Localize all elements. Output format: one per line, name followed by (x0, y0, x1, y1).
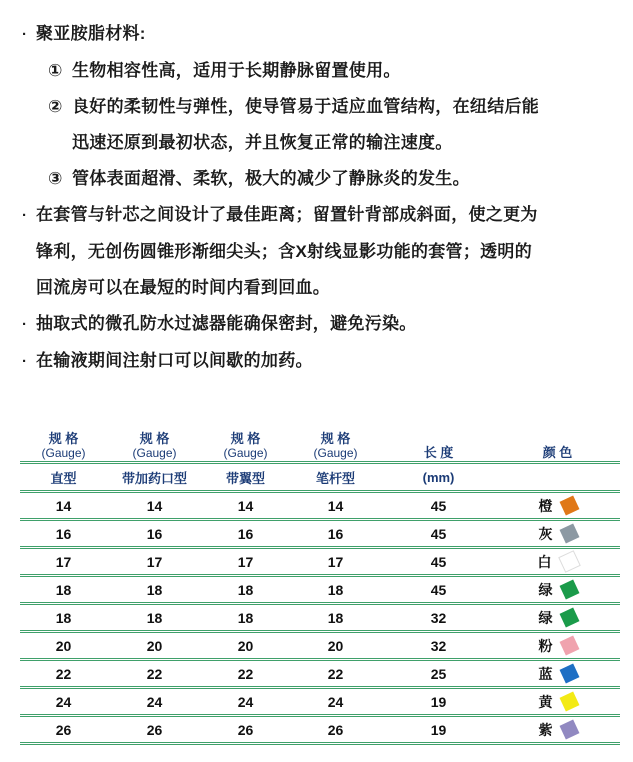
cell-pen: 26 (289, 716, 382, 744)
color-name: 白 (537, 553, 552, 570)
cell-pen: 20 (289, 632, 382, 660)
bullet-marker: · (22, 316, 28, 333)
cell-pen: 18 (289, 576, 382, 604)
numbered-line-2 (48, 89, 615, 125)
cell-length: 32 (382, 604, 495, 632)
cell-winged: 14 (202, 492, 289, 520)
color-name: 紫 (538, 721, 553, 738)
cell-length: 45 (382, 576, 495, 604)
header-gauge-sub: (Gauge) (41, 446, 86, 460)
header-gauge-sub: (Gauge) (223, 446, 268, 460)
cell-winged: 24 (202, 688, 289, 716)
cell-winged: 22 (202, 660, 289, 688)
header-type-with-port: 带加药口型 (107, 463, 202, 492)
cell-with-port: 18 (107, 604, 202, 632)
header-color-empty (495, 463, 620, 492)
cell-with-port: 18 (107, 576, 202, 604)
bullet-line-filter (22, 306, 615, 343)
numbered-line-1 (48, 53, 615, 89)
color-name: 绿 (538, 581, 553, 598)
line-text: 生物相容性高，适用于长期静脉留置使用。 (72, 61, 401, 80)
cell-length: 45 (382, 548, 495, 576)
cell-straight: 20 (20, 632, 107, 660)
header-type-straight: 直型 (20, 463, 107, 492)
cell-length: 19 (382, 716, 495, 744)
cell-length: 32 (382, 632, 495, 660)
spec-table-container (20, 426, 633, 745)
intro-text-block (0, 0, 633, 380)
table-header-row-1 (20, 426, 620, 463)
color-name: 橙 (538, 497, 553, 514)
color-swatch (559, 692, 579, 712)
cell-straight: 14 (20, 492, 107, 520)
table-row (20, 548, 620, 576)
table-row (20, 604, 620, 632)
color-swatch (559, 580, 579, 600)
bullet-line-design-continuation-1 (36, 234, 615, 270)
cell-color (495, 716, 620, 744)
cell-color (495, 520, 620, 548)
numbered-line-3 (48, 161, 615, 197)
table-row (20, 716, 620, 744)
header-gauge-winged (202, 426, 289, 463)
bullet-line-design (22, 197, 615, 234)
cell-with-port: 26 (107, 716, 202, 744)
cell-straight: 18 (20, 604, 107, 632)
color-swatch (559, 496, 579, 516)
cell-with-port: 17 (107, 548, 202, 576)
bullet-marker: · (22, 26, 28, 43)
cell-length: 45 (382, 492, 495, 520)
cell-pen: 17 (289, 548, 382, 576)
line-text: 聚亚胺脂材料: (36, 24, 146, 43)
spec-table (20, 426, 620, 745)
cell-winged: 17 (202, 548, 289, 576)
cell-with-port: 20 (107, 632, 202, 660)
circled-1-marker: ① (48, 61, 63, 80)
cell-straight: 17 (20, 548, 107, 576)
header-type-pen: 笔杆型 (289, 463, 382, 492)
bullet-line-material (22, 16, 615, 53)
cell-color (495, 604, 620, 632)
cell-straight: 24 (20, 688, 107, 716)
line-text: 迅速还原到最初状态，并且恢复正常的输注速度。 (72, 133, 453, 152)
color-swatch (559, 636, 579, 656)
cell-winged: 26 (202, 716, 289, 744)
bullet-marker: · (22, 353, 28, 370)
numbered-line-2-continuation (72, 125, 615, 161)
cell-color (495, 660, 620, 688)
line-text: 良好的柔韧性与弹性，使导管易于适应血管结构，在纽结后能 (72, 97, 540, 116)
bullet-marker: · (22, 207, 28, 224)
table-row (20, 492, 620, 520)
table-row (20, 660, 620, 688)
table-row (20, 520, 620, 548)
cell-straight: 16 (20, 520, 107, 548)
color-swatch (559, 524, 579, 544)
cell-color (495, 632, 620, 660)
color-name: 蓝 (538, 665, 553, 682)
cell-with-port: 14 (107, 492, 202, 520)
cell-color (495, 548, 620, 576)
circled-2-marker: ② (48, 97, 63, 116)
header-color (495, 426, 620, 463)
color-swatch (559, 608, 579, 628)
color-swatch (558, 550, 581, 573)
line-text: 在输液期间注射口可以间歇的加药。 (36, 351, 313, 370)
line-text: 在套管与针芯之间设计了最佳距离；留置针背部成斜面，使之更为 (36, 205, 538, 224)
circled-3-marker: ③ (48, 169, 63, 188)
cell-pen: 14 (289, 492, 382, 520)
table-header-row-2 (20, 463, 620, 492)
header-length (382, 426, 495, 463)
cell-winged: 18 (202, 576, 289, 604)
table-row (20, 576, 620, 604)
header-length-label: 长 度 (423, 445, 454, 460)
cell-length: 45 (382, 520, 495, 548)
header-gauge-label: 规 格 (230, 431, 261, 446)
cell-with-port: 24 (107, 688, 202, 716)
header-gauge-label: 规 格 (48, 431, 79, 446)
header-gauge-sub: (Gauge) (313, 446, 358, 460)
cell-color (495, 492, 620, 520)
table-row (20, 632, 620, 660)
cell-with-port: 16 (107, 520, 202, 548)
cell-pen: 16 (289, 520, 382, 548)
line-text: 抽取式的微孔防水过滤器能确保密封，避免污染。 (36, 314, 417, 333)
cell-straight: 18 (20, 576, 107, 604)
header-gauge-sub: (Gauge) (132, 446, 177, 460)
header-gauge-with-port (107, 426, 202, 463)
cell-pen: 24 (289, 688, 382, 716)
cell-length: 19 (382, 688, 495, 716)
color-name: 灰 (538, 525, 553, 542)
header-type-winged: 带翼型 (202, 463, 289, 492)
cell-pen: 18 (289, 604, 382, 632)
cell-winged: 18 (202, 604, 289, 632)
header-color-label: 颜 色 (542, 445, 573, 460)
line-text: 锋利，无创伤圆锥形渐细尖头；含X射线显影功能的套管；透明的 (36, 242, 533, 261)
bullet-line-injection (22, 343, 615, 380)
header-gauge-pen (289, 426, 382, 463)
cell-with-port: 22 (107, 660, 202, 688)
header-gauge-straight (20, 426, 107, 463)
cell-color (495, 688, 620, 716)
cell-winged: 16 (202, 520, 289, 548)
color-swatch (559, 664, 579, 684)
line-text: 管体表面超滑、柔软，极大的减少了静脉炎的发生。 (72, 169, 470, 188)
cell-length: 25 (382, 660, 495, 688)
cell-pen: 22 (289, 660, 382, 688)
color-name: 粉 (538, 637, 553, 654)
line-text: 回流房可以在最短的时间内看到回血。 (36, 278, 331, 297)
color-name: 黄 (538, 693, 553, 710)
header-gauge-label: 规 格 (139, 431, 170, 446)
cell-winged: 20 (202, 632, 289, 660)
cell-color (495, 576, 620, 604)
color-name: 绿 (538, 609, 553, 626)
bullet-line-design-continuation-2 (36, 270, 615, 306)
table-row (20, 688, 620, 716)
color-swatch (559, 720, 579, 740)
cell-straight: 22 (20, 660, 107, 688)
cell-straight: 26 (20, 716, 107, 744)
header-length-unit: (mm) (382, 463, 495, 492)
header-gauge-label: 规 格 (320, 431, 351, 446)
